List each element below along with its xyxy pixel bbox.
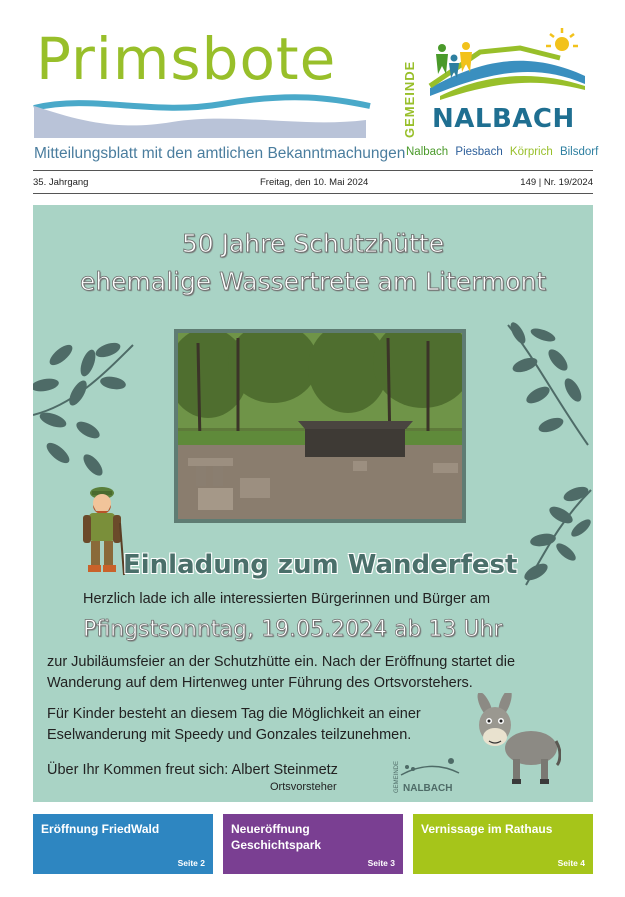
- waves-graphic: [32, 92, 372, 138]
- event-description: [47, 652, 515, 694]
- municipality-name: NALBACH: [432, 104, 575, 134]
- kids-info: [47, 704, 421, 746]
- nalbach-mini-logo: [389, 753, 461, 797]
- signature-role: Ortsvorsteher: [270, 781, 337, 793]
- volume-label: 35. Jahrgang: [33, 177, 89, 188]
- kids-info-line-1: Für Kinder besteht an diesem Tag die Möglichkeit an einer: [47, 706, 421, 722]
- village-list: [406, 146, 602, 158]
- village-piesbach: Piesbach: [455, 146, 503, 158]
- sun-icon: [555, 37, 569, 51]
- issue-date: Freitag, den 10. Mai 2024: [260, 177, 369, 188]
- donkey-illustration: [471, 693, 561, 788]
- leaves-right-decoration: [503, 315, 593, 455]
- svg-text:GEMEINDE: GEMEINDE: [402, 60, 417, 138]
- svg-text:GEMEINDE: GEMEINDE: [394, 760, 400, 793]
- feature-panel: [33, 205, 593, 802]
- closing-signature: Über Ihr Kommen freut sich: Albert Steinmetz: [47, 762, 338, 778]
- kids-info-line-2: Eselwanderung mit Speedy und Gonzales teilzunehmen.: [47, 727, 412, 743]
- event-date: Pfingstsonntag, 19.05.2024 ab 13 Uhr: [83, 617, 503, 642]
- teaser-page: Seite 4: [557, 858, 585, 868]
- leaves-right-lower-decoration: [521, 480, 593, 590]
- newspaper-title: Primsbote: [36, 25, 337, 93]
- masthead: [0, 0, 625, 170]
- teaser-title: Neueröffnung Geschichtspark: [231, 822, 322, 852]
- nalbach-logo: [420, 26, 590, 106]
- issue-number: 149 | Nr. 19/2024: [520, 177, 593, 188]
- svg-text:NALBACH: NALBACH: [403, 783, 453, 794]
- shelter-photo: [174, 329, 466, 523]
- invite-title: Einladung zum Wanderfest: [123, 550, 518, 580]
- headline-line-2: ehemalige Wassertrete am Litermont: [79, 267, 547, 296]
- headline-line-1: 50 Jahre Schutzhütte: [181, 229, 445, 258]
- teaser-title: Vernissage im Rathaus: [421, 822, 553, 836]
- event-description-line-2: Wanderung auf dem Hirtenweg unter Führung des Ortsvorstehers.: [47, 675, 473, 691]
- hiker-illustration: [78, 483, 126, 578]
- teaser-vernissage[interactable]: [413, 814, 593, 874]
- teaser-page: Seite 2: [177, 858, 205, 868]
- newspaper-subtitle: Mitteilungsblatt mit den amtlichen Bekanntmachungen: [34, 145, 406, 162]
- teaser-page: Seite 3: [367, 858, 395, 868]
- event-description-line-1: zur Jubiläumsfeier an der Schutzhütte ein. Nach der Eröffnung startet die: [47, 654, 516, 670]
- issue-info-bar: [33, 170, 593, 194]
- teaser-title: Eröffnung FriedWald: [41, 822, 160, 836]
- invite-intro: Herzlich lade ich alle interessierten Bürgerinnen und Bürger am: [83, 591, 491, 607]
- leaves-left-decoration: [33, 335, 143, 495]
- teaser-friedwald[interactable]: [33, 814, 213, 874]
- teaser-geschichtspark[interactable]: [223, 814, 403, 874]
- gemeinde-vertical-label: [400, 20, 418, 140]
- village-nalbach: Nalbach: [406, 146, 449, 158]
- village-koerprich: Körprich: [509, 146, 553, 158]
- village-bilsdorf: Bilsdorf: [559, 146, 599, 158]
